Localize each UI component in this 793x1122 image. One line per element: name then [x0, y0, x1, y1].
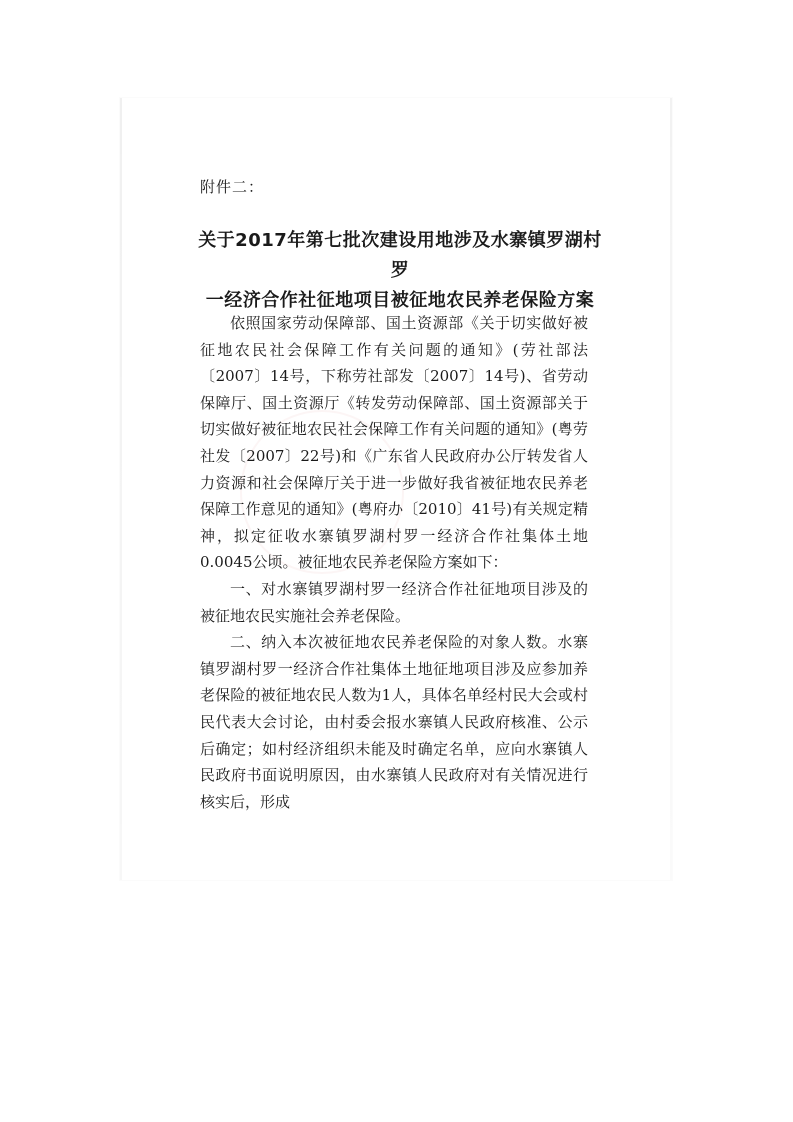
paragraph-basis: 依照国家劳动保障部、国土资源部《关于切实做好被征地农民社会保障工作有关问题的通知》(劳社部法〔2007〕14号，下称劳社部发〔2007〕14号)、省劳动保障厅、国土资源厅《转发劳动保障部、国土资源部关于切实做好被征地农民社会保障工作有关问题的通知》(粤劳社发〔2007〕22号)和《广东省人民政府办公厅转发省人力资源和社会保障厅关于进一步做好我省被征地农民养老保障工作意见的通知》(粤府办〔2010〕41号)有关规定精神，拟定征收水寨镇罗湖村罗一经济合作社集体土地0.0045公顷。被征地农民养老保险方案如下： [200, 314, 588, 572]
title-line-2: 一经济合作社征地项目被征地农民养老保险方案 [205, 290, 595, 311]
paragraph-item-2: 二、纳入本次被征地农民养老保险的对象人数。水寨镇罗湖村罗一经济合作社集体土地征地项目涉及应参加养老保险的被征地农民人数为1人，具体名单经村民大会或村民代表大会讨论，由村委会报水寨镇人民政府核准、公示后确定；如村经济组织未能及时确定名单，应向水寨镇人民政府书面说明原因，由水寨镇人民政府对有关情况进行核实后，形成 [200, 633, 588, 811]
attachment-label: 附件二： [200, 178, 265, 196]
document-title [190, 226, 610, 316]
paragraph-item-1: 一、对水寨镇罗湖村罗一经济合作社征地项目涉及的被征地农民实施社会养老保险。 [200, 579, 588, 625]
page-edge-left [120, 98, 122, 880]
title-line-1: 关于2017年第七批次建设用地涉及水寨镇罗湖村罗 [198, 230, 602, 281]
page-edge-right [670, 98, 672, 880]
document-body [200, 310, 588, 815]
